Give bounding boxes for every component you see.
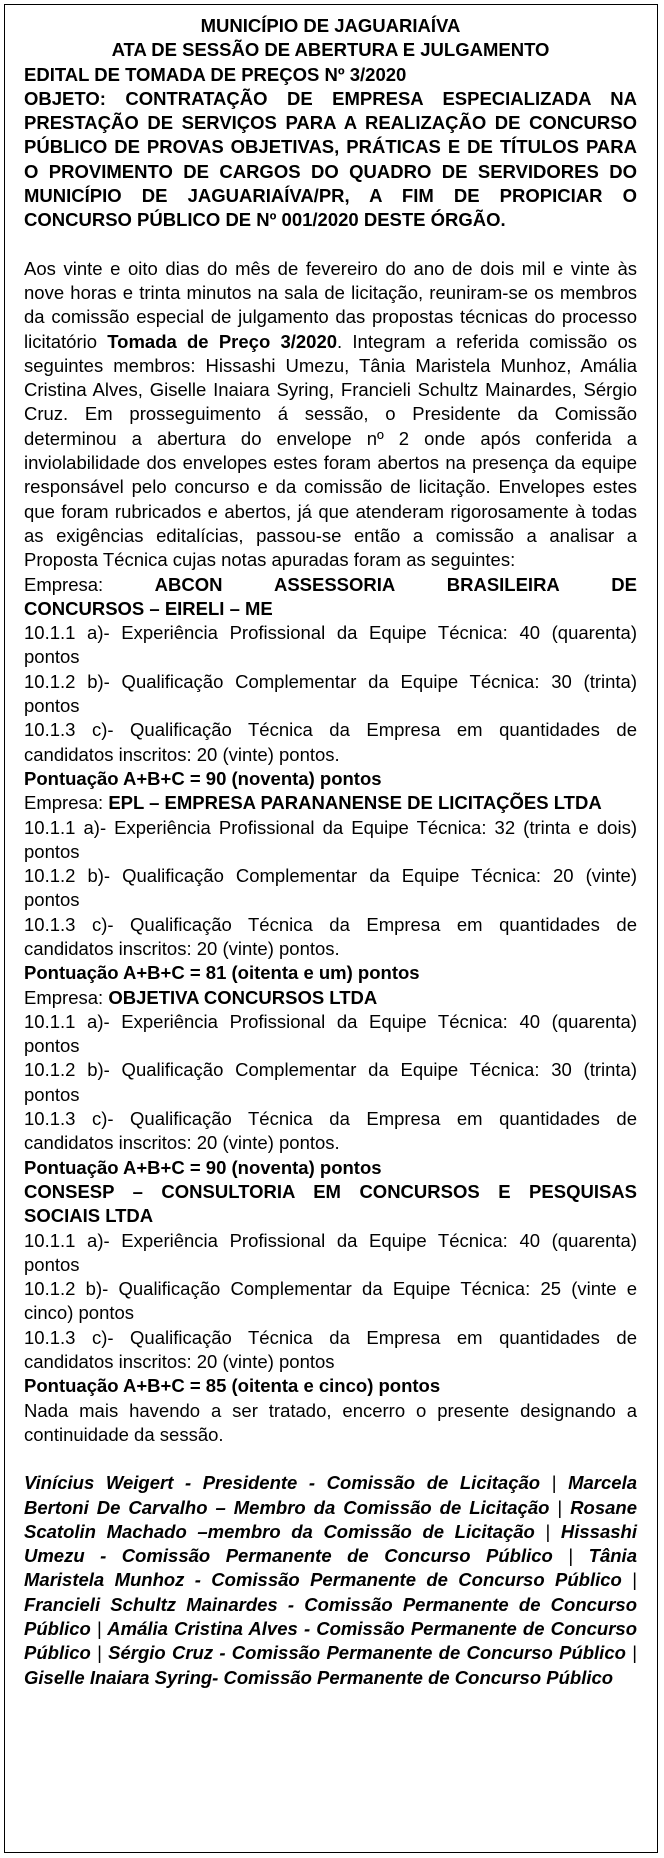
intro-paragraph: Aos vinte e oito dias do mês de fevereiro do ano de dois mil e vinte às nove horas e trinta minutos na sala de licitação, reuniram-se os membros da comissão especial de julgamento das propostas técnicas do processo licitatório Tomada de Preço 3/2020. Integram a referida comissão os seguintes membros: Hissashi Umezu, Tânia Maristela Munhoz, Amália Cristina Alves, Giselle Inaiara Syring, Francieli Schultz Mainardes, Sérgio Cruz. Em prosseguimento á sessão, o Presidente da Comissão determinou a abertura do envelope nº 2 onde após conferida a inviolabilidade dos envelopes estes foram abertos na presença da equipe responsável pelo concurso e da comissão de licitação. Envelopes estes que foram rubricados e abertos, já que atenderam rigorosamente à todas as exigências editalícias, passou-se então a comissão a analisar a Proposta Técnica cujas notas apuradas foram as seguintes: — [24, 257, 637, 571]
signature: Tânia Maristela Munhoz - Comissão Permanente de Concurso Público — [24, 1545, 637, 1591]
signatures: Vinícius Weigert - Presidente - Comissão de Licitação | Marcela Bertoni De Carvalho – Membro da Comissão de Licitação | Rosane Scatolin Machado –membro da Comissão de Licitação | Hissashi Umezu - Comissão Permanente de Concurso Público | Tânia Maristela Munhoz - Comissão Permanente de Concurso Público | Francieli Schultz Mainardes - Comissão Permanente de Concurso Público | Amália Cristina Alves - Comissão Permanente de Concurso Público | Sérgio Cruz - Comissão Permanente de Concurso Público | Giselle Inaiara Syring- Comissão Permanente de Concurso Público — [24, 1472, 638, 1688]
score-total: Pontuação A+B+C = 90 (noventa) pontos — [24, 767, 382, 789]
signature: Giselle Inaiara Syring- Comissão Permanente de Concurso Público — [24, 1666, 614, 1688]
object-text: OBJETO: CONTRATAÇÃO DE EMPRESA ESPECIALIZADA NA PRESTAÇÃO DE SERVIÇOS PARA A REALIZAÇÃO DE CONCURSO PÚBLICO DE PROVAS OBJETIVAS, PRÁTICAS E DE TÍTULOS PARA O PROVIMENTO DE CARGOS DO QUADRO DE SERVIDORES DO MUNICÍPIO DE JAGUARIAÍVA/PR, A FIM DE PROPICIAR O CONCURSO PÚBLICO DE Nº 001/2020 DESTE ÓRGÃO. — [24, 87, 637, 231]
score-item: 10.1.1 a)- Experiência Profissional da Equipe Técnica: 40 (quarenta) pontos — [24, 1229, 637, 1275]
company-label: Empresa: — [24, 986, 104, 1008]
company-block — [24, 573, 637, 792]
notice-title: EDITAL DE TOMADA DE PREÇOS Nº 3/2020 — [24, 63, 407, 85]
score-item: 10.1.1 a)- Experiência Profissional da Equipe Técnica: 32 (trinta e dois) pontos — [24, 816, 637, 862]
company-name: CONSESP – CONSULTORIA EM CONCURSOS E PESQUISAS SOCIAIS LTDA — [24, 1180, 637, 1227]
score-item: 10.1.2 b)- Qualificação Complementar da Equipe Técnica: 25 (vinte e cinco) pontos — [24, 1278, 637, 1324]
score-item: 10.1.1 a)- Experiência Profissional da Equipe Técnica: 40 (quarenta) pontos — [24, 1010, 637, 1057]
company-block — [24, 1180, 637, 1399]
signature: Rosane Scatolin Machado –membro da Comissão de Licitação — [24, 1496, 638, 1542]
score-item: 10.1.3 c)- Qualificação Técnica da Empresa em quantidades de candidatos inscritos: 20 (vinte) pontos. — [24, 1108, 637, 1154]
score-item: 10.1.1 a)- Experiência Profissional da Equipe Técnica: 40 (quarenta) pontos — [24, 622, 637, 668]
signature: Amália Cristina Alves - Comissão Permanente de Concurso Público — [24, 1618, 637, 1664]
score-item: 10.1.2 b)- Qualificação Complementar da Equipe Técnica: 30 (trinta) pontos — [24, 1059, 637, 1105]
score-total: Pontuação A+B+C = 90 (noventa) pontos — [24, 1156, 382, 1178]
company-block — [24, 986, 637, 1180]
score-total: Pontuação A+B+C = 81 (oitenta e um) pontos — [24, 962, 420, 984]
signature: Vinícius Weigert - Presidente - Comissão de Licitação — [24, 1472, 541, 1494]
signature: Francieli Schultz Mainardes - Comissão Permanente de Concurso Público — [24, 1593, 637, 1639]
score-item: 10.1.3 c)- Qualificação Técnica da Empresa em quantidades de candidatos inscritos: 20 (vinte) pontos — [24, 1326, 637, 1373]
company-name-line: Empresa: ABCON ASSESSORIA BRASILEIRA DE — [24, 573, 637, 597]
municipality-title: MUNICÍPIO DE JAGUARIAÍVA — [200, 15, 461, 36]
company-name: EPL – EMPRESA PARANANENSE DE LICITAÇÕES LTDA — [108, 792, 602, 814]
company-label: Empresa: — [24, 792, 104, 814]
score-total: Pontuação A+B+C = 85 (oitenta e cinco) pontos — [24, 1375, 441, 1397]
signature: Hissashi Umezu - Comissão Permanente de Concurso Público — [24, 1520, 637, 1567]
company-label: Empresa: — [24, 573, 104, 595]
document — [24, 14, 637, 1690]
closing-paragraph: Nada mais havendo a ser tratado, encerro o presente designando a continuidade da sessão. — [24, 1399, 637, 1445]
company-block — [24, 791, 637, 985]
signature: Sérgio Cruz - Comissão Permanente de Concurso Público — [108, 1642, 626, 1664]
company-name: CONCURSOS – EIRELI – ME — [24, 597, 273, 619]
signature: Marcela Bertoni De Carvalho – Membro da Comissão de Licitação — [24, 1472, 638, 1518]
process-reference: Tomada de Preço 3/2020 — [107, 330, 338, 352]
company-name-line — [24, 791, 637, 815]
score-item: 10.1.3 c)- Qualificação Técnica da Empresa em quantidades de candidatos inscritos: 20 (vinte) pontos. — [24, 913, 637, 959]
score-item: 10.1.2 b)- Qualificação Complementar da Equipe Técnica: 30 (trinta) pontos — [24, 670, 637, 717]
minutes-title: ATA DE SESSÃO DE ABERTURA E JULGAMENTO — [111, 39, 550, 61]
company-name-line — [24, 986, 637, 1010]
score-item: 10.1.3 c)- Qualificação Técnica da Empresa em quantidades de candidatos inscritos: 20 (vinte) pontos. — [24, 719, 637, 765]
score-item: 10.1.2 b)- Qualificação Complementar da Equipe Técnica: 20 (vinte) pontos — [24, 865, 637, 911]
company-name: OBJETIVA CONCURSOS LTDA — [108, 986, 378, 1008]
